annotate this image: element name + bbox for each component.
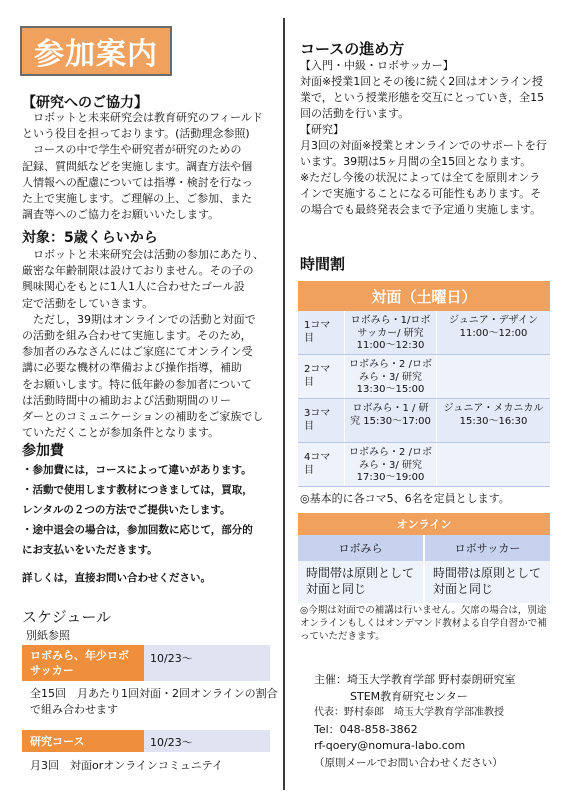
table-row — [298, 355, 550, 399]
text-line: ていただくことが参加条件となります。 — [22, 426, 220, 440]
text-line: ロボットと未来研究会は教育研究のフィールド — [22, 111, 263, 124]
text-line: 興味関心をもとに1人1人に合わせたゴール設 — [22, 280, 245, 294]
slot-course — [436, 443, 550, 486]
organizer-line: STEM教育研究センター — [350, 689, 468, 703]
schedule-course-label: ロボみら、年少ロボサッカー — [22, 645, 144, 681]
timetable-title: 対面（土曜日） — [298, 281, 550, 311]
text-line: た上で実施します。ご理解の上、ご参加、また — [22, 192, 253, 206]
target-heading: 対象：5歳くらいから — [22, 230, 158, 246]
slot-course: ロボみら・1 / 研究 15:30〜17:00 — [344, 399, 436, 442]
email-note: （原則メールでお問い合わせください） — [314, 756, 503, 769]
schedule-course-label: 研究コース — [22, 730, 144, 752]
slot-label: 1コマ目 — [304, 320, 331, 344]
course-paragraph: 対面※授業1回とその後に続く2回はオンライン授業で，という授業形態を交互にとっていき，全15回の活動を行います。 — [300, 75, 545, 120]
text-line: 人情報への配慮については指導・検討を行なっ — [22, 175, 253, 189]
online-note: ◎今期は対面での補講は行いません。欠席の場合は，別途オンラインもしくはオンデマンド教材よる自学自習かで補っていただきます。 — [300, 605, 547, 642]
email-address[interactable]: rf-qoery@nomura-labo.com — [314, 739, 466, 752]
slot-course: ロボみら・2 /ロボみら・3/ 研究 17:30〜19:00 — [344, 443, 436, 486]
course-sub-heading: 【研究】 — [300, 123, 344, 136]
text-line: ・活動で使用します教材につきましては，買取， — [22, 484, 253, 496]
research-body — [22, 110, 282, 223]
schedule-row — [22, 730, 270, 752]
fee-contact: 詳しくは，直接お問い合わせください。 — [22, 572, 211, 584]
schedule-note: 月3回 対面orオンラインコミュニテイ — [30, 759, 223, 772]
text-line: の活動を組み合わせて実施します。そのため， — [22, 329, 252, 343]
slot-course: ジュニア・メカニカル 15:30〜16:30 — [436, 399, 550, 442]
timetable-heading: 時間割 — [300, 255, 346, 273]
table-row — [298, 399, 550, 443]
slot-course: ロボみら・2 /ロボみら・3/ 研究 13:30〜15:00 — [344, 355, 436, 398]
schedule-date: 10/23〜 — [144, 645, 270, 681]
schedule-note: 全15回 月あたり1回対面・2回オンラインの割合で組み合わせます — [30, 687, 278, 716]
table-row — [298, 443, 550, 487]
text-line: 参加者のみなさんにはご家庭にてオンライン受 — [22, 345, 253, 359]
slot-course: ジュニア・デザイン 11:00〜12:00 — [436, 311, 550, 354]
table-row — [298, 311, 550, 355]
course-paragraph: 月3回の対面※授業とオンラインでのサポートを行います。39期は5ヶ月間の全15回となります。 — [300, 139, 547, 168]
timetable — [298, 281, 550, 487]
course-heading: コースの進め方 — [300, 40, 405, 58]
text-line: ただし，39期はオンラインでの活動と対面で — [22, 312, 256, 326]
text-line: ・参加費には，コースによって違いがあります。 — [22, 464, 252, 476]
text-line: 記録、質問紙などを実施します。調査方法や個 — [22, 159, 253, 173]
text-line: 講に必要な機材の準備および操作指導，補助 — [22, 361, 242, 375]
text-line: をお願いします。特に低年齢の参加者について — [22, 377, 252, 391]
phone-number: Tel：048-858-3862 — [314, 722, 418, 736]
fee-body — [22, 460, 284, 560]
online-table — [298, 513, 550, 603]
text-line: 定で活動をしていきます。 — [22, 296, 154, 310]
online-col-header: ロボみら — [298, 535, 423, 561]
text-line: ・途中退会の場合は，参加回数に応じて，部分的 — [22, 524, 253, 536]
schedule-subtitle: 別紙参照 — [26, 629, 70, 642]
organizer-line: 主催：埼玉大学教育学部 野村泰朗研究室 — [314, 673, 516, 686]
organizer-block — [314, 672, 554, 771]
slot-course — [436, 355, 550, 398]
slot-label: 3コマ目 — [304, 408, 331, 432]
text-line: 調査等へのご協力をお願いいたします。 — [22, 208, 220, 222]
slot-course: ロボみら・1/ロボサッカー/ 研究 11:00〜12:30 — [344, 311, 436, 354]
slot-label: 2コマ目 — [304, 364, 331, 388]
online-cell: 時間帯は原則として対面と同じ — [298, 561, 423, 603]
course-sub-heading: 【入門・中級・ロボサッカー】 — [300, 59, 454, 72]
text-line: コースの中で学生や研究者が研究のための — [22, 143, 242, 157]
course-body — [300, 58, 550, 218]
timetable-note: ◎基本的に各コマ5、6名を定員とします。 — [300, 492, 510, 505]
text-line: という役目を担っております。(活動理念参照) — [22, 127, 250, 141]
target-body — [22, 247, 282, 441]
online-col-header: ロボサッカー — [423, 535, 550, 561]
text-line: にお支払いをいただきます。 — [22, 544, 158, 556]
online-title: オンライン — [298, 513, 550, 535]
schedule-heading: スケジュール — [22, 608, 112, 626]
page-title: 参加案内 — [20, 26, 172, 76]
research-heading: 【研究へのご協力】 — [22, 95, 148, 111]
fee-heading: 参加費 — [22, 443, 64, 459]
text-line: 厳密な年齢制限は設けておりません。その子の — [22, 264, 254, 278]
column-divider — [283, 18, 285, 790]
organizer-line: 代表：野村泰郎 埼玉大学教育学部准教授 — [314, 707, 504, 718]
slot-label: 4コマ目 — [304, 452, 331, 476]
schedule-date: 10/23〜 — [144, 730, 270, 752]
schedule-row — [22, 645, 270, 681]
online-cell: 時間帯は原則として対面と同じ — [423, 561, 550, 603]
course-paragraph: ※ただし今後の状況によっては全てを原則オンラインで実施することになる可能性もあります。その場合でも最終発表会まで予定通り実施します。 — [300, 171, 542, 216]
text-line: レンタルの２つの方法でご提供いたします。 — [22, 504, 231, 516]
text-line: は活動時間中の補助および活動期間のリー — [22, 393, 231, 407]
text-line: ロボットと未来研究会は活動の参加にあたり、 — [22, 248, 264, 261]
text-line: ダーとのコミュニケーションの補助をご家族でし — [22, 410, 264, 424]
